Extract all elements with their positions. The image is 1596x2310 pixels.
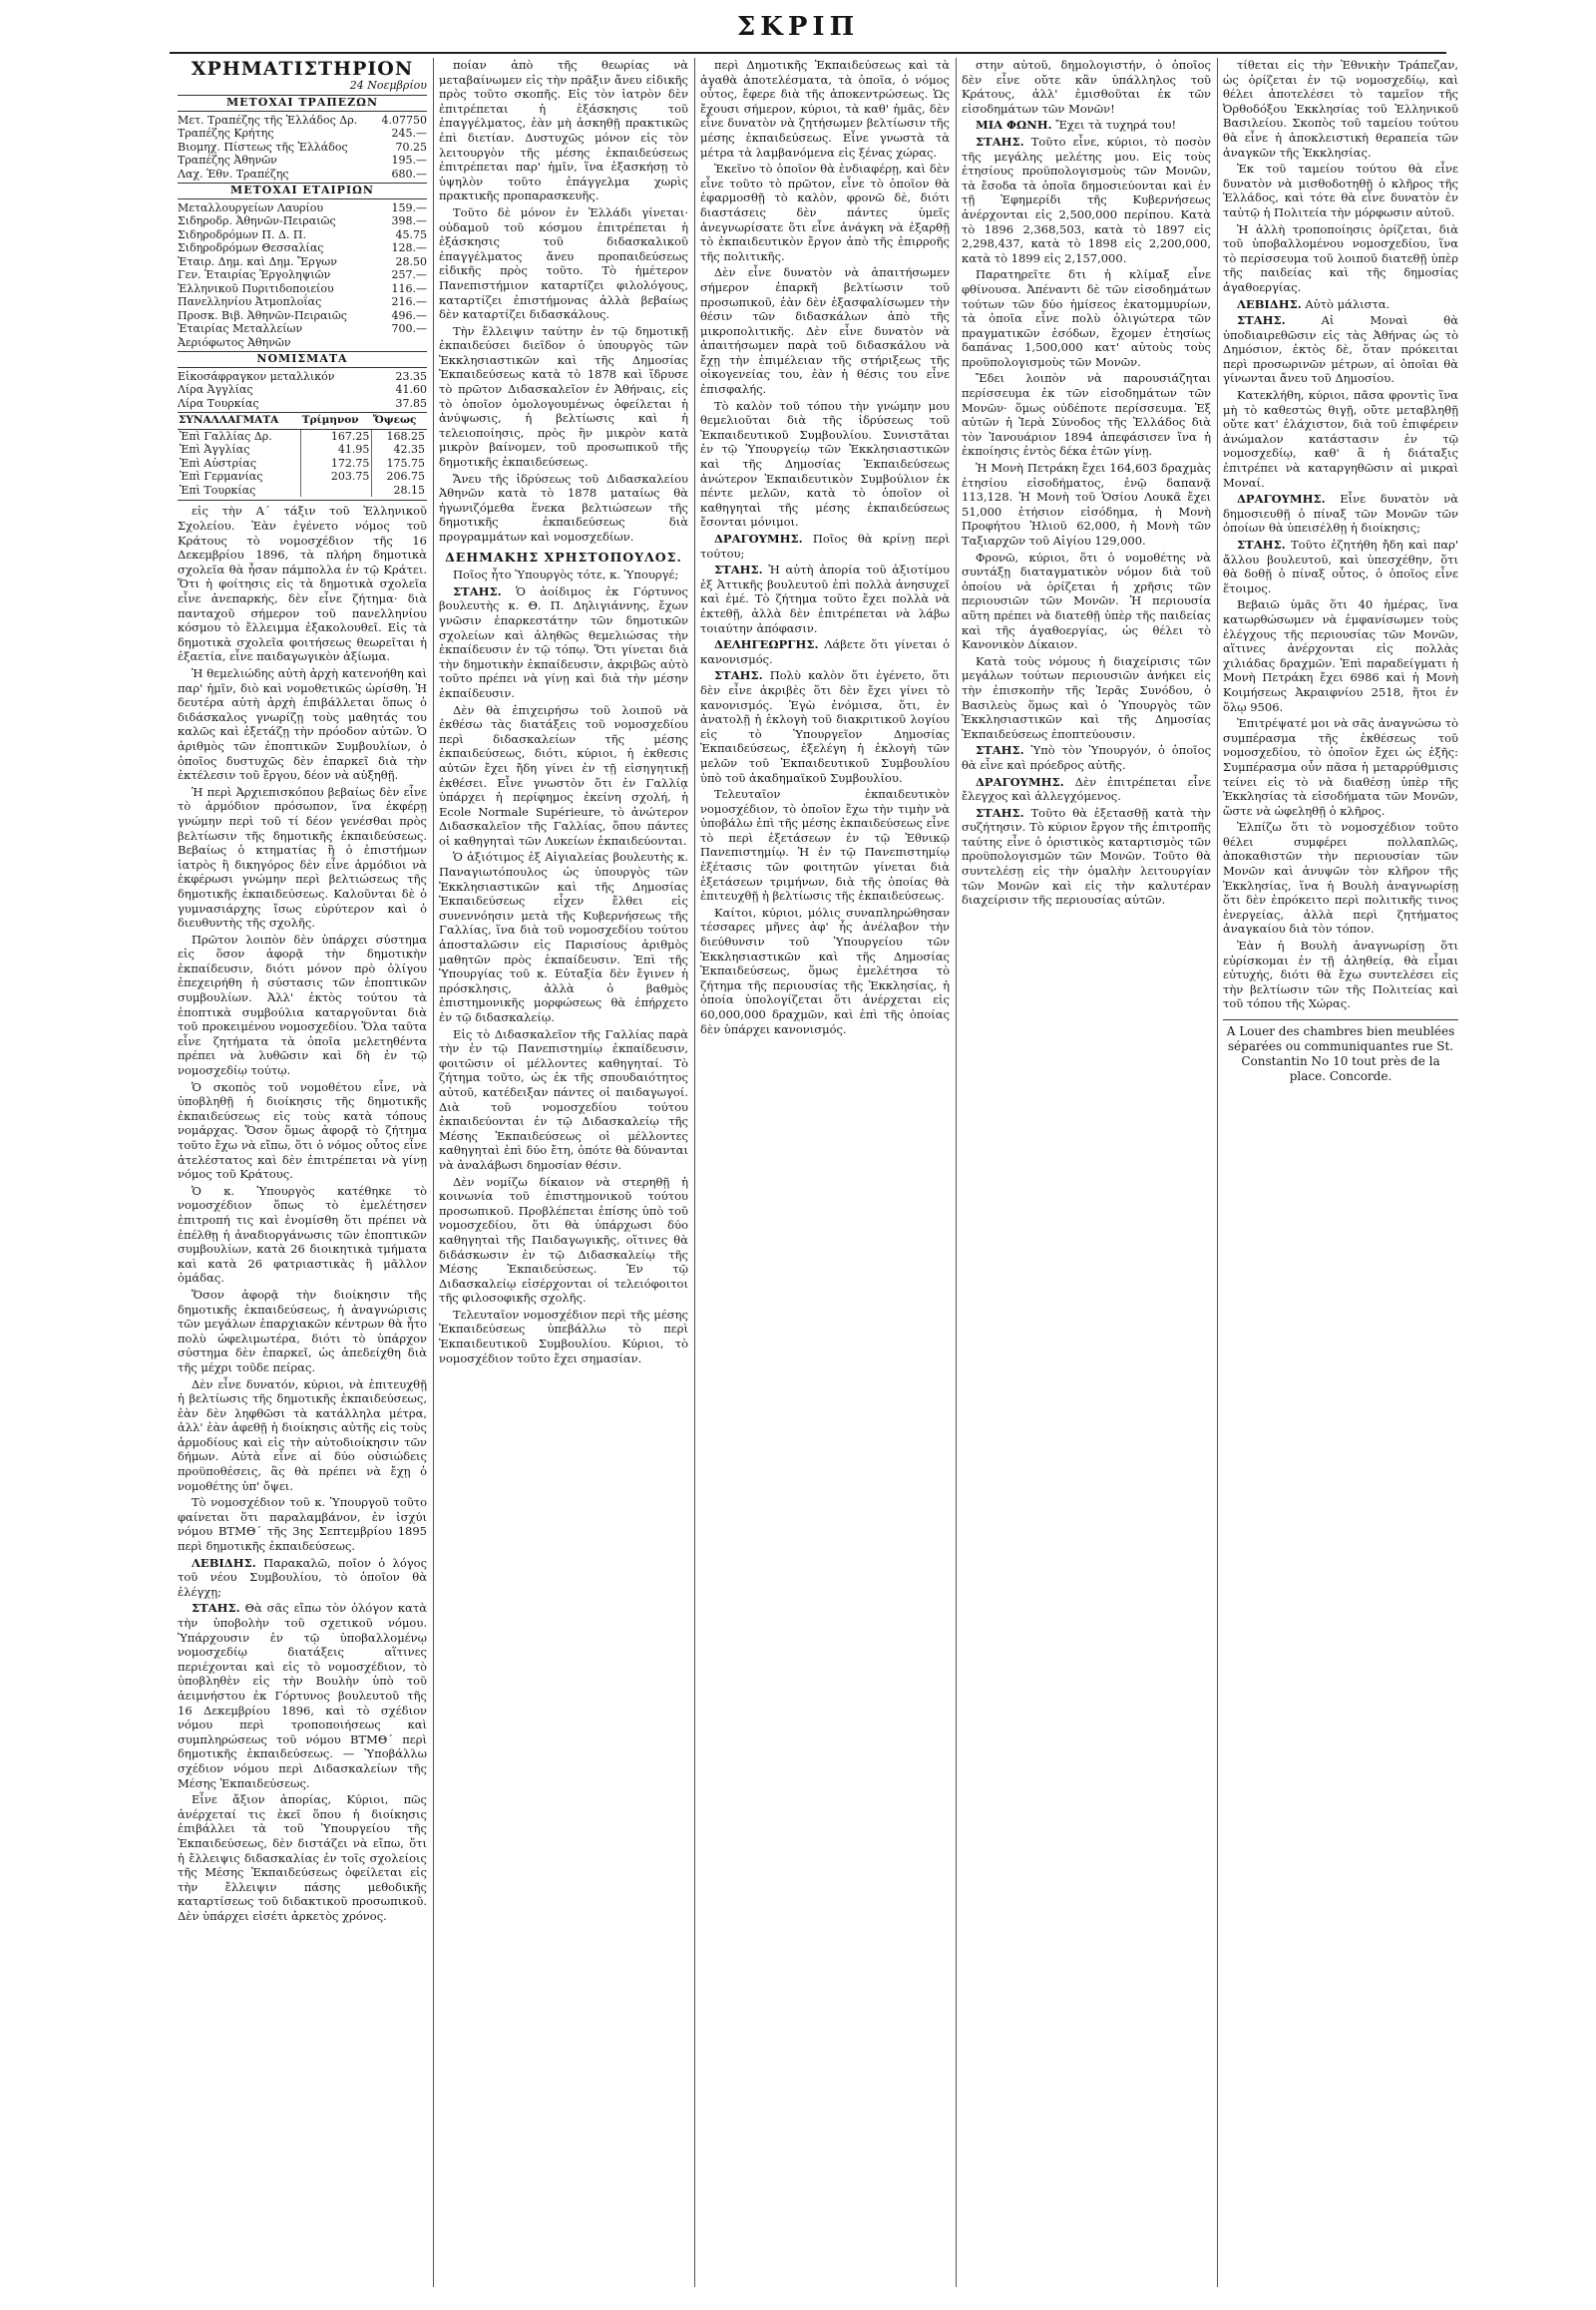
speech-text: Αἱ Μοναὶ θὰ ὑποδιαιρεθῶσιν εἰς τὰς Ἀθήνας ὡς τὸ Δημόσιον, ἐκτὸς δὲ, ὅταν πρόκειται περὶ προσωρινῶν μέτρων, αἱ ὁποῖαι θὰ γίνωνται ἄνευ τοῦ Δημοσίου. <box>1223 313 1458 386</box>
paragraph: περὶ Δημοτικῆς Ἐκπαιδεύσεως καὶ τὰ ἀγαθὰ ἀποτελέσματα, τὰ ὁποῖα, ὁ νόμος οὗτος, ἔφερε διὰ τῆς ἀποκεντρώσεως. Ὡς ἔχουσι σήμερον, κύριοι, τὰ καθ' ἡμᾶς, δὲν εἶνε δυνατὸν νὰ ζητήσωμεν βελτίωσιν τῆς μέσης ἐκπαιδεύσεως. Εἶνε γνωστὰ τὰ μέτρα τὰ λαμβανόμενα εἰς ξένας χώρας. <box>700 58 950 160</box>
paragraph: Ἡ θεμελιώδης αὐτὴ ἀρχὴ κατενοήθη καὶ παρ' ἡμῖν, διὸ καὶ νομοθετικῶς ὠρίσθη. Ἡ δευτέρα αὐτὴ ἀρχὴ ἐπιβάλλεται ὅπως ὁ διδάσκαλος γνωρίζῃ τοὺς μαθητάς του καλῶς καὶ ἐξετάζῃ τὴν πρόοδον αὐτῶν. Ὁ ἀριθμὸς τῶν ἐποπτικῶν Συμβουλίων, ὁ ὁποῖος δυστυχῶς δὲν ἐπαρκεῖ διὰ τὴν ἐκτέλεσιν τοῦ ἔργου, δέον νὰ αὐξηθῇ. <box>178 666 427 783</box>
security-name: Μετ. Τραπέζης τῆς Ἑλλάδος Δρ. <box>178 113 358 127</box>
table-row <box>178 168 427 182</box>
financial-date: 24 Νοεμβρίου <box>349 78 427 92</box>
column-rule <box>433 58 434 2287</box>
security-price: 398.— <box>391 214 427 228</box>
security-price: 23.35 <box>395 369 427 383</box>
speech-paragraph <box>1223 538 1458 595</box>
security-price: 496.— <box>391 308 427 322</box>
column-5 <box>1223 58 1458 2287</box>
coins-heading: ΝΟΜΙΣΜΑΤΑ <box>178 351 427 368</box>
column-1-body <box>178 504 427 1923</box>
column-2-paras <box>439 58 688 545</box>
security-name: Λίρα Τουρκίας <box>178 396 259 410</box>
speech-text: Ὁ ἀξιότιμος ἐξ Αἰγιαλείας βουλευτὴς κ. Παναγιωτόπουλος ὡς ὑπουργὸς τῶν Ἐκκλησιαστικῶν καὶ τῆς Δημοσίας Ἐκπαιδεύσεως εἶχεν ἔλθει εἰς συνεννόησιν μετὰ τῆς Κυβερνήσεως τῆς Γαλλίας, ἵνα διὰ τοῦ νομοσχεδίου τούτου ἀποσταλῶσιν εἰς Παρισίους ἀριθμὸς μαθητῶν πρὸς ἐκπαίδευσιν. Ἐπὶ τῆς Ὑπουργίας τοῦ κ. Εὐταξία δὲν ἔγινεν ἡ πρόσκλησις, ἀλλὰ ὁ βαθμὸς ἐπιστημονικῆς μορφώσεως θὰ ἐπήρχετο ἐν τῷ διδασκαλείῳ. <box>439 850 688 1024</box>
speech-text: Τοῦτο εἶνε, κύριοι, τὸ ποσὸν τῆς μεγάλης μελέτης μου. Εἰς τοὺς ἐτησίους προϋπολογισμοὺς τῶν Μονῶν, τὰ ἔσοδα τὰ ὁποῖα δημοσιεύονται καὶ ἐν τῇ Ἐφημερίδι τῆς Κυβερνήσεως ἀνέρχονται εἰς 2,500,000 περίπου. Κατὰ τὸ 1896 2,368,503, κατὰ τὸ 1897 εἰς 2,298,437, κατὰ τὸ 1898 εἰς 2,200,000, κατὰ τὸ 1899 εἰς 2,157,000. <box>962 134 1211 265</box>
speaker-name: ΔΡΑΓΟΥΜΗΣ. <box>1237 492 1326 507</box>
security-price: 128.— <box>391 241 427 255</box>
speech-text: Εἶνε ἄξιον ἀπορίας, Κύριοι, πῶς ἀνέρχεταί τις ἐκεῖ ὅπου ἡ διοίκησις ἐπιβάλλει τὰ τοῦ Ὑπουργείου τῆς Ἐκπαιδεύσεως, δὲν διστάζει νὰ εἴπω, ὅτι ἡ ἔλλειψις διδασκαλίας ἐν τοῖς σχολείοις τῆς Μέσης Ἐκπαιδεύσεως ὀφείλεται εἰς τὴν ἔλλειψιν πάσης μεθοδικῆς καταρτίσεως τοῦ διδακτικοῦ προσωπικοῦ. Δὲν ὑπάρχει εἰσέτι ἀρκετὸς χρόνος. <box>178 1792 427 1923</box>
speech-paragraph <box>178 1792 427 1923</box>
speech-paragraph <box>962 743 1211 772</box>
paragraph: Ἡ ἀλλὴ τροποποίησις ὁρίζεται, διὰ τοῦ ὑποβαλλομένου νομοσχεδίου, ἵνα τὸ περίσσευμα τοῦ λοιποῦ διατεθῇ ὑπὲρ τῆς παιδείας καὶ τῆς δημοσίας ἀγαθοεργίας. <box>1223 221 1458 294</box>
column-4 <box>962 58 1211 2287</box>
speaker-name: ΣΤΑΗΣ. <box>976 134 1024 149</box>
coins-table <box>178 370 427 411</box>
security-price <box>380 336 427 350</box>
speech-paragraph <box>700 787 950 904</box>
table-row <box>178 309 427 323</box>
security-name: Σιδηροδρόμων Π. Δ. Π. <box>178 227 307 241</box>
security-price: 4.07750 <box>381 113 427 127</box>
speech-text: Παρακαλῶ, ποῖον ὁ λόγος τοῦ νέου Συμβουλίου, τὸ ὁποῖον θὰ ἐλέγχῃ; <box>178 1555 427 1599</box>
speech-text: Τοῦτο ἐζητήθη ἤδη καὶ παρ' ἄλλου βουλευτοῦ, καὶ ὑπεσχέθην, ὅτι θὰ δοθῇ ὁ πίναξ οὗτος, ὁ ὁποῖος εἶνε ἕτοιμος. <box>1223 538 1458 595</box>
speech-text: Εἰς τὸ Διδασκαλεῖον τῆς Γαλλίας παρὰ τὴν ἐν τῷ Πανεπιστημίῳ ἐκπαίδευσιν, φοιτῶσιν οἱ μέλλοντες καθηγηταί. Τὸ ζήτημα τοῦτο, ὡς ἐκ τῆς σπουδαιότητος αὐτοῦ, κατέδειξαν πάντες οἱ παιδαγωγοί. Διὰ τοῦ νομοσχεδίου τούτου ἐκπαιδεύονται ἐν τῷ Διδασκαλείῳ τῆς Μέσης Ἐκπαιδεύσεως οἱ μέλλοντες καθηγηταὶ ἐπὶ δύο ἔτη, ὁπότε θὰ δύνανται νὰ ἀναλάβωσι δημοσίαν θέσιν. <box>439 1026 688 1172</box>
speech-text: Λάβετε ὅτι γίνεται ὁ κανονισμός. <box>700 637 950 666</box>
speech-text: Ποῖος θὰ κρίνῃ περὶ τούτου; <box>700 532 950 561</box>
column-3-paras <box>700 58 950 530</box>
paragraph: Ὁ κ. Ὑπουργὸς κατέθηκε τὸ νομοσχέδιον ὅπως τὸ ἐμελέτησεν ἐπιτροπή τις καὶ ἐνομίσθη ὅτι πρέπει νὰ ἐπέλθῃ ἡ ἀναδιοργάνωσις τῶν ἐποπτικῶν συμβουλίων, κατὰ 26 διοικητικὰ τμήματα καὶ κατὰ 26 φατριαστικὰς ἢ μᾶλλον ὁμάδας. <box>178 1183 427 1286</box>
speech-text: Καίτοι, κύριοι, μόλις συναπληρώθησαν τέσσαρες μῆνες ἀφ' ἧς ἀνέλαβον τὴν διεύθυνσιν τοῦ Ὑπουργείου τῶν Ἐκκλησιαστικῶν καὶ τῆς Δημοσίας Ἐκπαιδεύσεως, ὅμως ἐμελέτησα τὸ ζήτημα τῆς περιουσίας τῆς Ἐκκλησίας, ἡ ὁποία ὑπολογίζεται ὅτι ἀνέρχεται εἰς 60,000,000 δραχμῶν, καὶ ἐπὶ τῆς ὁποίας δὲν ὑπάρχει κανονισμός. <box>700 905 950 1036</box>
paragraph: Τὸ νομοσχέδιον τοῦ κ. Ὑπουργοῦ τοῦτο φαίνεται ὅτι παραλαμβάνον, ἐν ἰσχύι νόμου ΒΤΜΘ΄ τῆς 3ης Σεπτεμβρίου 1895 περὶ δημοτικῆς ἐκπαιδεύσεως. <box>178 1495 427 1554</box>
security-price: 195.— <box>391 154 427 168</box>
column-rule <box>956 58 957 2287</box>
companies-heading: ΜΕΤΟΧΑΙ ΕΤΑΙΡΙΩΝ <box>178 183 427 199</box>
security-price: 116.— <box>391 281 427 295</box>
speaker-name: ΔΡΑΓΟΥΜΗΣ. <box>976 774 1064 789</box>
fx-rate: 167.25 <box>301 429 372 443</box>
paragraph: Ἡ περὶ Ἀρχιεπισκόπου βεβαίως δὲν εἶνε τὸ ἁρμόδιον πρόσωπον, ἵνα ἐκφέρῃ γνώμην περὶ τοῦ τί δέον γενέσθαι πρὸς βελτίωσιν τῆς δημοτικῆς ἐκπαιδεύσεως. Βεβαίως ὁ κτηματίας ἢ ὁ ἐπιστήμων ἰατρὸς ἢ δικηγόρος δὲν εἶνε ἁρμόδιοι νὰ ἐκφέρωσι γνώμην περὶ βελτιώσεως τῆς δημοτικῆς ἐκπαιδεύσεως. Καλοῦνται δὲ ὁ γυμνασιάρχης ἴσως εὐρύτερον καὶ ὁ διευθυντὴς τῆς σχολῆς. <box>178 784 427 931</box>
column-4-paras <box>962 58 1211 116</box>
table-row <box>178 336 427 350</box>
speech-text: Ποῖος ἦτο Ὑπουργὸς τότε, κ. Ὑπουργέ; <box>453 568 679 582</box>
speech-text: Εἶνε δυνατὸν νὰ δημοσιευθῇ ὁ πίναξ τῶν Μονῶν τῶν ὁποίων θὰ ὑπεισέλθῃ ἡ διοίκησις; <box>1223 492 1458 536</box>
speech-text: Ὑπὸ τὸν Ὑπουργόν, ὁ ὁποῖος θὰ εἶνε καὶ πρόεδρος αὐτῆς. <box>962 743 1211 772</box>
companies-table <box>178 201 427 350</box>
speaker-name: ΣΤΑΗΣ. <box>192 1601 240 1616</box>
speech-paragraph <box>1223 388 1458 490</box>
speech-text: Ἐὰν ἡ Βουλὴ ἀναγνωρίσῃ ὅτι εὐρίσκομαι ἐν τῇ ἀληθείᾳ, θὰ εἶμαι εὐτυχής, διότι θὰ ἔχω συντελέσει εἰς τὴν βελτίωσιν τῶν τῆς Πολιτείας καὶ τοῦ τόπου τῆς Χώρας. <box>1223 939 1458 1011</box>
speech-text: Τοῦτο θὰ ἐξετασθῇ κατὰ τὴν συζήτησιν. Τὸ κύριον ἔργον τῆς ἐπιτροπῆς ταύτης εἶνε ὁ ὁριστικὸς καταρτισμὸς τῶν προϋπολογισμῶν τῶν Μονῶν. Τοῦτο θὰ συντελέσῃ εἰς τὴν ὁμαλὴν λειτουργίαν τῶν Μονῶν καὶ εἰς τὴν καλυτέραν διαχείρισιν τῆς περιουσίας αὐτῶν. <box>962 805 1211 908</box>
fx-currency: Ἐπὶ Ἀγγλίας <box>180 443 250 457</box>
speech-text: Πολὺ καλὸν ὅτι ἐγένετο, ὅτι δὲν εἶνε ἀκριβὲς ὅτι δὲν ἔχει γίνει τὸ κανονισμός. Ἐγὼ ἐνόμισα, ὅτι, ἐν ἀνατολῇ ἡ ἐκλογὴ τοῦ διακριτικοῦ λογίου εἰς τὸ Ὑπουργεῖον Δημοσίας Ἐκπαιδεύσεως, ἐξελέγη ἡ ἐκλογὴ τῶν μελῶν τοῦ Ἐκπαιδευτικοῦ Συμβουλίου ὑπὸ τοῦ ἀκαδημαϊκοῦ Συμβουλίου. <box>700 668 950 785</box>
table-row <box>178 241 427 255</box>
table-row <box>178 154 427 168</box>
paragraph: Ἐκεῖνο τὸ ὁποῖον θὰ ἐνδιαφέρῃ, καὶ δὲν εἶνε τοῦτο τὸ πρῶτον, εἶνε τὸ ὁποῖον θὰ ἐφαρμοσθῇ τὸ καλὸν, φρονῶ δὲ, διότι διαστάσεις δὲν πάντες ὑμεῖς ἀνεγνωρίσατε ὅτι εἶνε ἀνάγκη νὰ ἐξαρθῇ τὸ ἐκπαιδευτικὸν ἔργον ἀπὸ τῆς ἐπιρροῆς τῆς πολιτικῆς. <box>700 162 950 263</box>
fx-rate: 28.15 <box>372 484 427 498</box>
paragraph: Τὴν ἔλλειψιν ταύτην ἐν τῷ δημοτικῇ ἐκπαιδεύσει διεῖδον ὁ ὑπουργὸς τῶν Ἐκκλησιαστικῶν καὶ τῆς Δημοσίας Ἐκπαιδεύσεως κατὰ τὸ 1878 καὶ ἵδρυσε τὸ πρῶτον Διδασκαλεῖον ἐν Ἀθήναις, εἰς τὸ ὁποῖον ὁμολογουμένως ὀφείλεται ἡ ἀνύψωσις, ἡ βελτίωσις καὶ ἡ τελειοποίησις, πρὸς ἣν μικρὸν κατὰ μικρὸν βαίνομεν, τοῦ προσωπικοῦ τῆς δημοτικῆς ἐκπαιδεύσεως. <box>439 323 688 470</box>
section-heading: ΔΕΗΜΑΚΗΣ ΧΡΗΣΤΟΠΟΥΛΟΣ. <box>445 549 682 565</box>
speech-text: Φρονῶ, κύριοι, ὅτι ὁ νομοθέτης νὰ συντάξῃ διαταγματικὸν νόμον διὰ τοῦ ὁποίου νὰ ὁρίζεται ἡ χρῆσις τῶν περιουσιῶν τῶν Μονῶν. Ἡ περιουσία αὕτη πρέπει νὰ διατεθῇ ὑπὲρ τῆς παιδείας καὶ τῆς ἀγαθοεργίας, ὡς θέλει τὸ Κανονικὸν Δίκαιον. <box>962 550 1211 652</box>
column-1 <box>178 58 427 2287</box>
table-row <box>178 370 427 384</box>
exchange-table <box>178 412 427 497</box>
fx-rate: 172.75 <box>301 457 372 471</box>
speaker-name: ΔΡΑΓΟΥΜΗΣ. <box>714 532 803 546</box>
masthead: ΣΚΡΙΠ <box>736 12 860 42</box>
security-name: Σιδηροδρ. Ἀθηνῶν-Πειραιῶς <box>178 214 336 228</box>
speech-text: Ἐλπίζω ὅτι τὸ νομοσχέδιον τοῦτο θέλει συμφέρει πολλαπλῶς, ἀποκαθιστῶν τὴν περιουσίαν τῶν Μονῶν καὶ ἀνυψῶν τὸν κλῆρον τῆς Ἐκκλησίας, ἵνα ἡ Βουλὴ ἀναγνωρίσῃ ὅτι δὲν ἐπρόκειτο περὶ πολιτικῆς τινος ἐνεργείας, ἀλλὰ περὶ ζητήματος ἀναγκαίου διὰ τὸν τόπον. <box>1223 820 1458 937</box>
paragraph: Ἐκ τοῦ ταμείου τούτου θὰ εἶνε δυνατὸν νὰ μισθοδοτηθῇ ὁ κλῆρος τῆς Ἑλλάδος, καὶ τότε θὰ εἶνε δυνατὸν ἐν ταὐτῷ ἡ Πολιτεία τὴν μόρφωσιν αὐτοῦ. <box>1223 162 1458 219</box>
speech-paragraph <box>178 1556 427 1600</box>
security-price: 700.— <box>391 322 427 336</box>
security-name: Ἑλληνικοῦ Πυριτιδοποιείου <box>178 281 334 295</box>
speech-text: Ἐπιτρέψατέ μοι νὰ σᾶς ἀναγνώσω τὸ συμπέρασμα τῆς ἐκθέσεως τοῦ νομοσχεδίου, τὸ ὁποῖον ἔχει ὡς ἑξῆς: Συμπέρασμα οὖν πᾶσα ἡ μεταρρύθμισις τείνει εἰς τὸ νὰ διαθέσῃ ὑπὲρ τῆς Ἐκκλησίας τὰ εἰσοδήματα τῶν Μονῶν, ὥστε νὰ ὠφεληθῇ ὁ κλῆρος. <box>1223 716 1458 818</box>
speech-paragraph <box>1223 313 1458 386</box>
speaker-name: ΛΕΒΙΔΗΣ. <box>1237 296 1302 311</box>
speech-paragraph <box>1223 820 1458 937</box>
column-1-dialogue <box>178 1556 427 1924</box>
paragraph: Δὲν εἶνε δυνατόν, κύριοι, νὰ ἐπιτευχθῇ ἡ βελτίωσις τῆς δημοτικῆς ἐκπαιδεύσεως, ἐὰν δὲν ληφθῶσι τὰ κατάλληλα μέτρα, ἀλλ' ἐὰν ἀφεθῇ ἡ διοίκησις αὐτῆς εἰς τοὺς ἀρμοδίους καὶ εἰς τὴν αὐτοδιοίκησιν τῶν δήμων. Αὐτὰ εἶνε αἱ δύο οὐσιώδεις προϋποθέσεις, ἃς θὰ πρέπει νὰ ἔχῃ ὁ νομοθέτης ὑπ' ὄψει. <box>178 1376 427 1493</box>
security-name: Λίρα Ἀγγλίας <box>178 383 253 397</box>
fx-rate: 41.95 <box>301 443 372 457</box>
speech-text: Δὲν νομίζω δίκαιον νὰ στερηθῇ ἡ κοινωνία τοῦ ἐπιστημονικοῦ τούτου προσωπικοῦ. Προβλέπεται ἐπίσης ὑπὸ τοῦ νομοσχεδίου, ὅτι θὰ ὑπάρχωσι δύο καθηγηταὶ τῆς Παιδαγωγικῆς, οἵτινες θὰ διδάσκωσιν ἐν τῷ Διδασκαλείῳ τῆς Μέσης Ἐκπαιδεύσεως. Ἐν τῷ Διδασκαλείῳ εἰσέρχονται οἱ τελειόφοιτοι τῆς φιλοσοφικῆς σχολῆς. <box>439 1174 688 1306</box>
top-rule <box>170 52 1446 54</box>
paragraph: Δὲν εἶνε δυνατὸν νὰ ἀπαιτήσωμεν σήμερον ἐπαρκῆ βελτίωσιν τοῦ προσωπικοῦ, ἐὰν δὲν ἐξασφαλίσωμεν τὴν θέσιν τῶν διδασκάλων ἀπὸ τῆς μικροπολιτικῆς. Δὲν εἶνε δυνατὸν νὰ ἀπαιτήσωμεν παρὰ τοῦ διδασκάλου νὰ ἔχῃ τὴν ἐπιμέλειαν τῆς στήριξεως τῆς οἰκογενείας του, ἐὰν ἡ θέσις του εἶνε ἐπισφαλής. <box>700 265 950 397</box>
speech-text: Ἡ αὐτὴ ἀπορία τοῦ ἀξιοτίμου ἐξ Ἀττικῆς βουλευτοῦ ἐπὶ πολλὰ ἀνησυχεῖ καὶ ἐμέ. Τὸ ζήτημα τοῦτο ἔχει πολλὰ νὰ ἐκτεθῇ, ἀλλὰ δὲν ἐπιτρέπεται νὰ λάβω τοιαύτην ἀπόφασιν. <box>700 563 950 635</box>
table-row <box>178 322 427 336</box>
speech-paragraph <box>962 654 1211 742</box>
security-name: Ἀεριόφωτος Ἀθηνῶν <box>178 335 291 349</box>
paragraph: Πρῶτον λοιπὸν δὲν ὑπάρχει σύστημα εἰς ὅσον ἀφορᾷ τὴν δημοτικὴν ἐκπαίδευσιν, διότι μόνον πρὸ ὀλίγου ἐπεχειρήθη ἡ σύστασις τῶν ἐποπτικῶν συμβουλίων. Ἀλλ' ἐκτὸς τούτου τὰ ἐποπτικὰ συμβούλια καταργοῦνται διὰ τοῦ προκειμένου νομοσχεδίου. Ὅλα ταῦτα εἶνε ζητήματα τὰ ὁποῖα μελετηθέντα πρέπει νὰ λυθῶσιν καὶ δὴ ἐν τῷ νομοσχεδίῳ τούτῳ. <box>178 932 427 1078</box>
speech-text: Ἔχει τὰ τυχηρά του! <box>1055 118 1177 133</box>
speech-text: Τελευταῖον ἐκπαιδευτικὸν νομοσχέδιον, τὸ ὁποῖον ἔχω τὴν τιμὴν νὰ ὑποβάλω ἐπὶ τῆς μέσης ἐκπαιδεύσεως εἶνε τὸ περὶ ἐξετάσεων ἐν τῷ Ἐθνικῷ Πανεπιστημίῳ. Ἡ ἐν τῷ Πανεπιστημίῳ ἐξέτασις τῶν φοιτητῶν γίνεται διὰ ἐξετάσεων τριμήνων, διὰ τῆς ὁποίας θὰ ἐπιτευχθῇ ἡ βελτίωσις τῆς ἐκπαιδεύσεως. <box>700 787 950 904</box>
advert-rule <box>1223 1019 1458 1020</box>
column-5-dialogue <box>1223 297 1458 1012</box>
column-3-dialogue <box>700 532 950 1036</box>
speaker-name: ΛΕΒΙΔΗΣ. <box>192 1555 256 1570</box>
speech-paragraph <box>962 267 1211 369</box>
table-row <box>178 214 427 228</box>
fx-currency: Ἐπὶ Αὐστρίας <box>180 456 257 470</box>
speaker-name: ΜΙΑ ΦΩΝΗ. <box>976 118 1052 133</box>
paragraph: Ὁ σκοπὸς τοῦ νομοθέτου εἶνε, νὰ ὑποβληθῇ ἡ διοίκησις τῆς δημοτικῆς ἐκπαιδεύσεως εἰς τοὺς κατὰ τόπους νομάρχας. Ὅσον ὅμως ἀφορᾷ τὸ ζήτημα τοῦτο ἔχω νὰ εἴπω, ὅτι ὁ νόμος οὗτος εἶνε ἀτελέστατος καὶ δὲν ἐπιτρέπεται νὰ γίνῃ νόμος τοῦ Κράτους. <box>178 1079 427 1182</box>
speech-paragraph <box>700 668 950 785</box>
security-price: 41.60 <box>395 383 427 397</box>
speech-paragraph <box>962 551 1211 652</box>
banks-heading: ΜΕΤΟΧΑΙ ΤΡΑΠΕΖΩΝ <box>178 95 427 112</box>
speaker-name: ΔΕΛΗΓΕΩΡΓΗΣ. <box>714 637 819 652</box>
table-row <box>178 295 427 309</box>
speech-text: Θὰ σᾶς εἴπω τὸν ὁλόγον κατὰ τὴν ὑποβολὴν τοῦ σχετικοῦ νόμου. Ὑπάρχουσιν ἐν τῷ ὑποβαλλομένῳ νομοσχεδίῳ διατάξεις αἵτινες περιέχονται καὶ εἰς τὸ νομοσχέδιον, τὸ ὑποβληθὲν εἰς τὴν Βουλὴν ὑπὸ τοῦ ἀειμνήστου ἐκ Γόρτυνος βουλευτοῦ τῆς 16 Δεκεμβρίου 1896, καὶ τὸ σχέδιον νόμου περὶ τροποποιήσεως καὶ συμπληρώσεως τοῦ νόμου ΒΤΜΘ΄ περὶ δημοτικῆς ἐκπαιδεύσεως. — Ὑποβάλλω σχέδιον νόμου περὶ Διδασκαλείων τῆς Μέσης Ἐκπαιδεύσεως. <box>178 1601 427 1790</box>
speech-paragraph <box>439 1027 688 1173</box>
speech-paragraph <box>1223 297 1458 312</box>
security-name: Σιδηροδρόμων Θεσσαλίας <box>178 241 324 255</box>
banks-table <box>178 114 427 182</box>
financial-title: ΧΡΗΜΑΤΙΣΤΗΡΙΟΝ <box>191 58 414 80</box>
speech-text: Παρατηρεῖτε δτι ἡ κλίμαξ εἶνε φθίνουσα. Ἀπέναντι δὲ τῶν εἰσοδημάτων τούτων τῶν δύο ἡμίσεος ἑκατομμυρίων, τὰ ὁποῖα εἶνε πολὺ ὀλιγώτερα τῶν πραγματικῶν ἐσόδων, ἔχομεν ἐτησίως δαπάνας 1,500,000 κατ' αὐτοὺς τοὺς προϋπολογισμοὺς τῶν Μονῶν. <box>962 267 1211 369</box>
fx-currency: Ἐπὶ Τουρκίας <box>180 483 256 497</box>
speech-paragraph <box>1223 716 1458 818</box>
security-price: 216.— <box>391 295 427 309</box>
divider <box>178 500 427 501</box>
fx-row <box>178 470 427 484</box>
speech-paragraph <box>439 850 688 1024</box>
speaker-name: ΣΤΑΗΣ. <box>714 668 763 683</box>
paragraph: εἰς τὴν Α΄ τάξιν τοῦ Ἑλληνικοῦ Σχολείου. Ἐὰν ἐγένετο νόμος τοῦ Κράτους τὸ νομοσχέδιον τῆς 16 Δεκεμβρίου 1896, τὰ πλήρη δημοτικὰ σχολεῖα θὰ ἦσαν πάμπολλα ἐν τῷ Κράτει. Ὅτι ἡ φοίτησις εἰς τὰ δημοτικὰ σχολεῖα εἶνε ἀνεπαρκής, δὲν εἶνε ζήτημα· διὰ πανταχοῦ σήμερον τοῦ πανελληνίου κόσμου τὸ ἔλλειμμα ἐξακολουθεῖ. Εἰς τὰ δημοτικὰ σχολεῖα φοιτήσεως θεωρεῖται ἡ ἐξαετία, εἶνε παιδαγωγικὸν ἀξίωμα. <box>178 504 427 664</box>
speech-paragraph <box>962 371 1211 459</box>
fx-rate: 175.75 <box>372 457 427 471</box>
speech-paragraph <box>439 568 688 582</box>
table-row <box>178 397 427 411</box>
column-rule <box>694 58 695 2287</box>
speech-text: Δὲν ἐπιτρέπεται εἶνε ἔλεγχος καὶ ἀλλεγχόμενος. <box>962 774 1211 804</box>
paragraph: τίθεται εἰς τὴν Ἐθνικὴν Τράπεζαν, ὡς ὁρίζεται ἐν τῷ νομοσχεδίῳ, καὶ θέλει ἀποτελέσει τὸ ταμεῖον τῆς Ὀρθοδόξου Ἐκκλησίας τοῦ Ἑλληνικοῦ Βασιλείου. Σκοπὸς τοῦ ταμείου τούτου θὰ εἶνε ἡ ἀποκλειστικὴ θεραπεία τῶν ἀναγκῶν τῆς Ἐκκλησίας. <box>1223 58 1458 160</box>
speech-paragraph <box>1223 492 1458 536</box>
security-name: Πανελληνίου Ἀτμοπλοΐας <box>178 295 322 309</box>
security-price: 245.— <box>391 127 427 141</box>
speech-text: Τελευταῖον νομοσχέδιον περὶ τῆς μέσης Ἐκπαιδεύσεως ὑπεβάλλω τὸ περὶ Ἐκπαιδευτικοῦ Συμβουλίου. Κύριοι, τὸ νομοσχέδιον τοῦτο ἔχει σημασίαν. <box>439 1307 688 1365</box>
speech-paragraph <box>700 906 950 1036</box>
speech-paragraph <box>700 563 950 635</box>
table-row <box>178 268 427 282</box>
column-5-paras <box>1223 58 1458 295</box>
fx-row <box>178 429 427 443</box>
speech-text: Αὐτὸ μάλιστα. <box>1305 296 1391 311</box>
security-name: Ἐταιρ. Δημ. καὶ Δημ. Ἔργων <box>178 254 337 268</box>
table-row <box>178 201 427 215</box>
speech-text: Βεβαιῶ ὑμᾶς ὅτι 40 ἡμέρας, ἵνα κατωρθώσωμεν νὰ ἐμφανίσωμεν τοὺς ἐλέγχους τῆς περιουσίας τῶν Μονῶν, αἵτινες ἀνέρχονται εἰς πολλὰς χιλιάδας δραχμῶν. Ἐπὶ παραδείγματι ἡ Μονὴ Πετράκη ἔχει 6986 καὶ ἡ Μονὴ Κοιμήσεως Ἀκραιφνίου 2518, ἥτοι ἐν ὅλῳ 9506. <box>1223 597 1458 714</box>
speech-text: Ἡ Μονὴ Πετράκη ἔχει 164,603 δραχμὰς ἐτησίου εἰσοδήματος, ἐνῷ δαπανᾷ 113,128. Ἡ Μονὴ τοῦ Ὁσίου Λουκᾶ ἔχει 51,000 ἐτήσιον εἰσόδημα, ἡ Μονὴ Προφήτου Ἠλιοῦ 62,000, ἡ Μονὴ τῶν Ταξιαρχῶν τοῦ Αἰγίου 129,000. <box>962 461 1211 548</box>
speech-paragraph <box>962 775 1211 804</box>
security-price: 159.— <box>391 200 427 214</box>
fx-currency: Ἐπὶ Γερμανίας <box>180 470 263 484</box>
security-price: 45.75 <box>395 227 427 241</box>
security-name: Ἐταιρίας Μεταλλείων <box>178 322 303 336</box>
fx-row <box>178 457 427 471</box>
security-name: Προσκ. Βιβ. Ἀθηνῶν-Πειραιῶς <box>178 308 347 322</box>
speech-paragraph <box>962 118 1211 133</box>
security-price: 70.25 <box>395 140 427 154</box>
paragraph: Ὅσον ἀφορᾷ τὴν διοίκησιν τῆς δημοτικῆς ἐκπαιδεύσεως, ἡ ἀναγνώρισις τῶν μεγάλων ἐπαρχιακῶν κέντρων θὰ ἦτο πολὺ ὠφελιμωτέρα, διότι τὸ ὑπάρχον σύστημα δὲν ἐπαρκεῖ, ὡς ἀπεδείχθη διὰ τῆς μέχρι τοῦδε πείρας. <box>178 1287 427 1374</box>
speaker-name: ΣΤΑΗΣ. <box>453 583 502 598</box>
speaker-name: ΣΤΑΗΣ. <box>1237 538 1286 552</box>
speech-paragraph <box>439 1308 688 1365</box>
table-row <box>178 282 427 296</box>
speaker-name: ΣΤΑΗΣ. <box>714 563 763 578</box>
column-4-dialogue <box>962 118 1211 907</box>
fx-header: ΣΥΝΑΛΛΑΓΜΑΤΑ <box>178 413 301 430</box>
paragraph: στην αὐτοῦ, δημολογιστήν, ὁ ὁποῖος δὲν εἶνε οὔτε κἂν ὑπάλληλος τοῦ Κράτους, ἀλλ' ἐμισθοῦται ἐκ τῶν εἰσοδημάτων τῶν Μονῶν! <box>962 58 1211 116</box>
paragraph: Τὸ καλὸν τοῦ τόπου τὴν γνώμην μου θεμελιοῦται διὰ τῆς ἱδρύσεως τοῦ Ἐκπαιδευτικοῦ Συμβουλίου. Συνιστᾶται ἐν τῷ Ὑπουργείῳ τῶν Ἐκκλησιαστικῶν καὶ τῆς Δημοσίας Ἐκπαιδεύσεως ἀνώτερον Ἐκπαιδευτικὸν Συμβούλιον ἐκ πέντε μελῶν, κατὰ τὸ ὁποῖον οἱ καθηγηταὶ τῆς μέσης ἐκπαιδεύσεως ἔσονται μόνιμοι. <box>700 398 950 530</box>
fx-row <box>178 484 427 498</box>
speech-text: Ἔδει λοιπὸν νὰ παρουσιάζηται περίσσευμα ἐκ τῶν εἰσοδημάτων τῶν Μονῶν· ὅμως οὐδέποτε περίσσευμα. Ἐξ αὐτῶν ἡ Ἱερὰ Σύνοδος τῆς Ἑλλάδος διὰ τὸν Ἰανουάριον 1894 ἀπεφάσισεν ἵνα ἡ ἐκποίησις ἐντὸς δέκα ἐτῶν γίνῃ. <box>962 371 1211 459</box>
column-2-dialogue <box>439 568 688 1365</box>
table-row <box>178 141 427 155</box>
paragraph: Ἄνευ τῆς ἱδρύσεως τοῦ Διδασκαλείου Ἀθηνῶν κατὰ τὸ 1878 ματαίως θὰ ἠγωνιζόμεθα ἕνεκα βελτιώσεων τῆς δημοτικῆς ἐκπαιδεύσεως διὰ προγραμμάτων καὶ νομοσχεδίων. <box>439 471 688 544</box>
fx-currency: Ἐπὶ Γαλλίας Δρ. <box>180 429 272 443</box>
column-rule <box>1217 58 1218 2287</box>
security-name: Βιομηχ. Πίστεως τῆς Ἑλλάδος <box>178 140 348 154</box>
speech-paragraph <box>700 637 950 666</box>
table-row <box>178 383 427 397</box>
speech-paragraph <box>1223 597 1458 714</box>
column-2 <box>439 58 688 2287</box>
speech-text: Δὲν θὰ ἐπιχειρήσω τοῦ λοιποῦ νὰ ἐκθέσω τὰς διατάξεις τοῦ νομοσχεδίου περὶ διδασκαλείων τῆς μέσης ἐκπαιδεύσεως, διότι, κύριοι, ἡ ἐκθεσις αὐτῶν ἔχει ἤδη γίνει ἐν τῇ εἰσηγητικῇ ἐκθέσει. Εἶνε γνωστὸν ὅτι ἐν Γαλλίᾳ ὑπάρχει ἡ περίφημος ἐκείνη σχολή, ἡ Ecole Normale Supérieure, τὸ ἀνώτερον Διδασκαλεῖον τῆς Γαλλίας, ὅπου πάντες οἱ καθηγηταὶ τῶν Λυκείων ἐκπαιδεύονται. <box>439 702 688 848</box>
security-price: 680.— <box>391 167 427 181</box>
table-row <box>178 127 427 141</box>
security-name: Γεν. Ἐταιρίας Ἐργοληψιῶν <box>178 268 331 282</box>
classified-advert: A Louer des chambres bien meublées séparées ou communiquantes rue St. Constantin No 10 tout près de la place. Concorde. <box>1226 1024 1455 1083</box>
security-name: Τραπέζης Ἀθηνῶν <box>178 154 277 168</box>
table-row <box>178 255 427 269</box>
fx-rate: 206.75 <box>372 470 427 484</box>
security-name: Μεταλλουργείων Λαυρίου <box>178 200 324 214</box>
speech-text: Ὁ ἀοίδιμος ἐκ Γόρτυνος βουλευτὴς κ. Θ. Π. Δηλιγιάννης, ἔχων γνῶσιν ἐπαρκεστάτην τῶν δημοτικῶν σχολείων καὶ ἀληθῶς θεμελιώσας τὴν ἐκπαίδευσιν ἐν τῷ τόπῳ. Ὅτι γίνεται διὰ τὴν δημοτικὴν ἐκπαίδευσιν, ἀκριβῶς αὐτὸ τοῦτο πρέπει νὰ γίνῃ καὶ διὰ τὴν μέσην ἐκπαίδευσιν. <box>439 583 688 700</box>
speech-paragraph <box>962 806 1211 908</box>
fx-row <box>178 443 427 457</box>
security-name: Τραπέζης Κρήτης <box>178 127 274 141</box>
speech-text: Κατεκλήθη, κύριοι, πᾶσα φροντὶς ἵνα μὴ τὸ καθεστὼς θιγῇ, οὔτε μεταβληθῇ οὔτε κατ' ἐλάχιστον, διὰ τοῦ ἐπιφέρειν ἀνώμαλον κατάστασιν ἐν τῷ νομοσχεδίῳ, καθ' ἃ ἡ διάταξις ἐπιτρέπει νὰ καταργηθῶσιν αἱ μικραὶ Μοναί. <box>1223 388 1458 490</box>
speech-text: Κατὰ τοὺς νόμους ἡ διαχείρισις τῶν μεγάλων τούτων περιουσιῶν ἀνήκει εἰς τὴν ἐπισκοπὴν τῆς Ἱερᾶς Συνόδου, ὁ Βασιλεὺς ὅμως καὶ ὁ Ὑπουργὸς τῶν Ἐκκλησιαστικῶν καὶ τῆς Δημοσίας Ἐκπαιδεύσεως ἐποπτεύουσιν. <box>962 653 1211 741</box>
fx-rate: 168.25 <box>372 429 427 443</box>
speaker-name: ΣΤΑΗΣ. <box>976 805 1024 820</box>
fx-header: Ὄψεως <box>372 413 427 430</box>
security-price: 28.50 <box>395 254 427 268</box>
speech-paragraph <box>178 1601 427 1790</box>
security-price: 257.— <box>391 268 427 282</box>
speech-paragraph <box>439 703 688 849</box>
table-row <box>178 114 427 128</box>
speech-paragraph <box>439 584 688 701</box>
fx-header: Τρίμηνον <box>301 413 372 430</box>
paragraph: ποίαν ἀπὸ τῆς θεωρίας νὰ μεταβαίνωμεν εἰς τὴν πρᾶξιν ἄνευ εἰδικῆς πρὸς τοῦτο σκοπῆς. Εἰς τὸν ἰατρὸν δὲν ἐπιτρέπεται ἡ ἐξάσκησις τοῦ ἐπαγγέλματος, ἐὰν μὴ ἀσκηθῇ πρακτικῶς ἐπὶ διετίαν. Δυστυχῶς μόνον εἰς τὸν λειτουργὸν τῆς μέσης ἐκπαιδεύσεως ἐπιτρέπεται παρ' ἡμῖν, ἵνα ἐξασκήσῃ τὸ ὑψηλὸν τοῦτο ἐπάγγελμα χωρὶς πρακτικῆς προπαρασκευῆς. <box>439 58 688 203</box>
fx-rate: 203.75 <box>301 470 372 484</box>
speech-paragraph <box>700 532 950 561</box>
table-row <box>178 228 427 242</box>
security-name: Λαχ. Ἐθν. Τραπέζης <box>178 167 289 181</box>
speaker-name: ΣΤΑΗΣ. <box>976 743 1024 758</box>
fx-rate: 42.35 <box>372 443 427 457</box>
speech-paragraph <box>439 1175 688 1306</box>
fx-rate <box>301 484 372 498</box>
security-price: 37.85 <box>395 396 427 410</box>
speaker-name: ΣΤΑΗΣ. <box>1237 313 1286 328</box>
speech-paragraph <box>1223 939 1458 1011</box>
column-3 <box>700 58 950 2287</box>
security-name: Εἰκοσάφραγκον μεταλλικόν <box>178 369 335 383</box>
speech-paragraph <box>962 135 1211 265</box>
paragraph: Τοῦτο δὲ μόνον ἐν Ἑλλάδι γίνεται· οὐδαμοῦ τοῦ κόσμου ἐπιτρέπεται ἡ ἐξάσκησις τοῦ διδασκαλικοῦ ἐπαγγέλματος ἄνευ προπαιδεύσεως εἰδικῆς πρὸς τοῦτο. Τὸ ἡμέτερον Πανεπιστήμιον καταρτίζει φιλολόγους, καταρτίζει ἐπιστήμονας ἀλλὰ βεβαίως δὲν καταρτίζει διδασκάλους. <box>439 204 688 322</box>
speech-paragraph <box>962 461 1211 549</box>
